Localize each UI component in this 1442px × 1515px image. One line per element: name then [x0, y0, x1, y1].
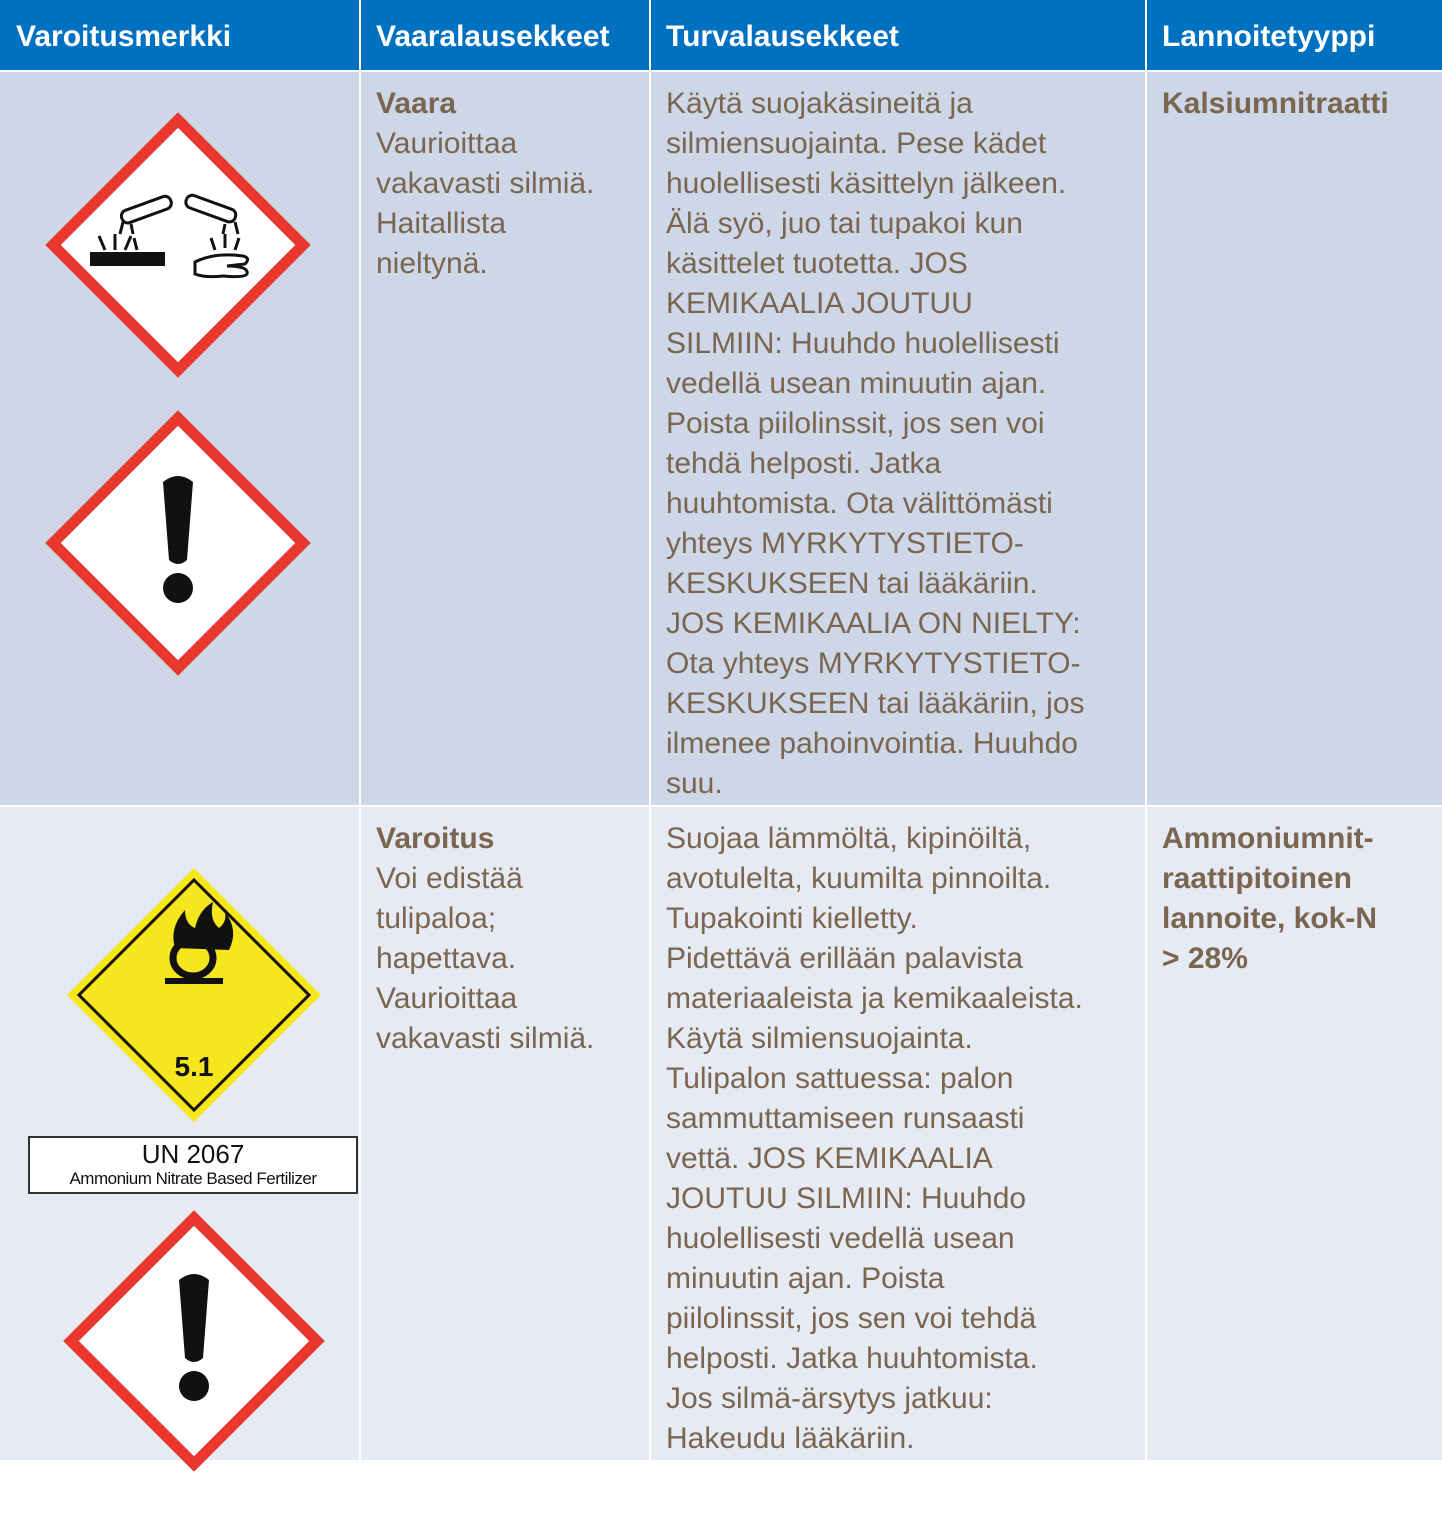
- safety-line: materiaaleista ja kemikaaleista.: [666, 982, 1083, 1015]
- safety-line: piilolinssit, jos sen voi tehdä: [666, 1302, 1037, 1335]
- un-number-label: [28, 1136, 358, 1194]
- hazard-line: hapettava.: [376, 942, 517, 975]
- column-divider: [359, 0, 361, 1460]
- header-turvalausekkeet: Turvalausekkeet: [650, 0, 1146, 70]
- safety-line: yhteys MYRKYTYSTIETO-: [666, 527, 1024, 560]
- hazard-line: vakavasti silmiä.: [376, 167, 595, 200]
- safety-line: huolellisesti käsittelyn jälkeen.: [666, 167, 1067, 200]
- column-divider: [1145, 0, 1147, 1460]
- safety-line: ilmenee pahoinvointia. Huuhdo: [666, 727, 1078, 760]
- safety-line: Tulipalon sattuessa: palon: [666, 1062, 1014, 1095]
- safety-line: silmiensuojainta. Pese kädet: [666, 127, 1047, 160]
- fertilizer-type: > 28%: [1162, 942, 1248, 975]
- safety-line: minuutin ajan. Poista: [666, 1262, 945, 1295]
- fertilizer-type: Kalsiumnitraatti: [1162, 87, 1389, 120]
- signal-word: Varoitus: [376, 822, 495, 855]
- un-number: UN 2067: [141, 1139, 245, 1169]
- safety-line: vettä. JOS KEMIKAALIA: [666, 1142, 993, 1175]
- safety-line: helposti. Jatka huuhtomista.: [666, 1342, 1038, 1375]
- safety-line: sammuttamiseen runsaasti: [666, 1102, 1025, 1135]
- hazard-line: tulipaloa;: [376, 902, 497, 935]
- exclamation-mark-icon: [45, 410, 311, 676]
- hazard-line: Vaurioittaa: [376, 982, 518, 1015]
- header-vaaralausekkeet: Vaaralausekkeet: [360, 0, 650, 70]
- hazard-line: Vaurioittaa: [376, 127, 518, 160]
- column-divider: [649, 0, 651, 1460]
- safety-line: Hakeudu lääkäriin.: [666, 1422, 915, 1455]
- safety-line: käsittelet tuotetta. JOS: [666, 247, 968, 280]
- safety-line: JOUTUU SILMIIN: Huuhdo: [666, 1182, 1027, 1215]
- header-varoitusmerkki: Varoitusmerkki: [0, 0, 360, 70]
- row1-fertilizer-cell: [1146, 72, 1442, 805]
- safety-line: Pidettävä erillään palavista: [666, 942, 1023, 975]
- safety-line: KESKUKSEEN tai lääkäriin.: [666, 567, 1038, 600]
- row-divider: [0, 805, 1442, 807]
- signal-word: Vaara: [376, 87, 457, 120]
- safety-line: KESKUKSEEN tai lääkäriin, jos: [666, 687, 1085, 720]
- fertilizer-type: raattipitoinen: [1162, 862, 1353, 895]
- safety-line: Ota yhteys MYRKYTYSTIETO-: [666, 647, 1081, 680]
- safety-line: huuhtomista. Ota välittömästi: [666, 487, 1053, 520]
- row1-hazard-cell: [360, 72, 650, 805]
- safety-line: Käytä suojakäsineitä ja: [666, 87, 973, 120]
- safety-line: Jos silmä-ärsytys jatkuu:: [666, 1382, 993, 1415]
- oxidizer-flame-icon: [65, 866, 323, 1124]
- safety-line: huolellisesti vedellä usean: [666, 1222, 1015, 1255]
- oxidizer-class-label: 5.1: [174, 1051, 214, 1082]
- header-lannoitetyyppi: Lannoitetyyppi: [1146, 0, 1442, 70]
- safety-line: SILMIIN: Huuhdo huolellisesti: [666, 327, 1060, 360]
- safety-line: Älä syö, juo tai tupakoi kun: [666, 207, 1023, 240]
- hazard-line: Haitallista: [376, 207, 507, 240]
- safety-line: KEMIKAALIA JOUTUU: [666, 287, 973, 320]
- corrosion-icon: [45, 112, 311, 378]
- row-divider: [0, 70, 1442, 72]
- hazard-line: nieltynä.: [376, 247, 488, 280]
- fertilizer-type: lannoite, kok-N: [1162, 902, 1378, 935]
- safety-line: Käytä silmiensuojainta.: [666, 1022, 973, 1055]
- exclamation-mark-icon: [63, 1210, 325, 1472]
- fertilizer-type: Ammoniumnit-: [1162, 822, 1374, 855]
- row1-safety-cell: [650, 72, 1146, 805]
- safety-line: suu.: [666, 767, 723, 800]
- safety-line: avotulelta, kuumilta pinnoilta.: [666, 862, 1052, 895]
- hazard-line: vakavasti silmiä.: [376, 1022, 595, 1055]
- safety-line: tehdä helposti. Jatka: [666, 447, 942, 480]
- row2-fertilizer-cell: [1146, 807, 1442, 1460]
- safety-line: Suojaa lämmöltä, kipinöiltä,: [666, 822, 1032, 855]
- hazard-line: Voi edistää: [376, 862, 523, 895]
- un-description: Ammonium Nitrate Based Fertilizer: [69, 1169, 317, 1188]
- row2-safety-cell: [650, 807, 1146, 1460]
- safety-line: vedellä usean minuutin ajan.: [666, 367, 1047, 400]
- safety-line: Poista piilolinssit, jos sen voi: [666, 407, 1045, 440]
- safety-line: Tupakointi kielletty.: [666, 902, 918, 935]
- row2-hazard-cell: [360, 807, 650, 1460]
- safety-line: JOS KEMIKAALIA ON NIELTY:: [666, 607, 1081, 640]
